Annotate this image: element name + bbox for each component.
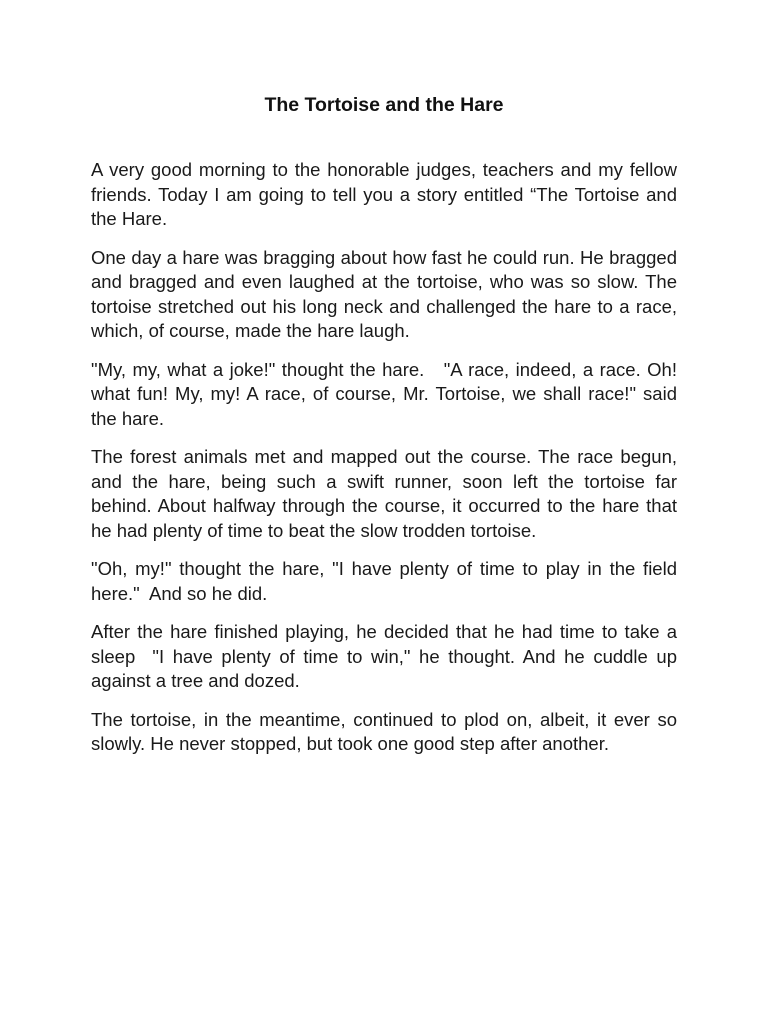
paragraph-7: The tortoise, in the meantime, continued to plod on, albeit, it ever so slowly. He never stopped, but took one good step after another. [91,708,683,754]
page-title: The Tortoise and the Hare [264,94,504,116]
document-body [91,158,683,771]
paragraph-6: After the hare finished playing, he decided that he had time to take a sleep "I have plenty of time to win," he thought. And he cuddle up against a tree and dozed. [91,621,683,691]
paragraph-4: The forest animals met and mapped out the course. The race begun, and the hare, being such a swift runner, soon left the tortoise far behind. About halfway through the course, it occurred to the hare that he had plenty of time to beat the slow trodden tortoise. [91,446,683,541]
paragraph-3: "My, my, what a joke!" thought the hare. "A race, indeed, a race. Oh! what fun! My, my! A race, of course, Mr. Tortoise, we shall race!" said the hare. [91,358,683,429]
paragraph-1: A very good morning to the honorable judges, teachers and my fellow friends. Today I am going to tell you a story entitled “The Tortoise and the Hare. [91,159,683,229]
paragraph-2: One day a hare was bragging about how fast he could run. He bragged and bragged and even laughed at the tortoise, who was so slow. The tortoise stretched out his long neck and challenged the hare to a race, which, of course, made the hare laugh. [91,246,683,341]
paragraph-5: "Oh, my!" thought the hare, "I have plenty of time to play in the field here." And so he did. [91,558,683,604]
